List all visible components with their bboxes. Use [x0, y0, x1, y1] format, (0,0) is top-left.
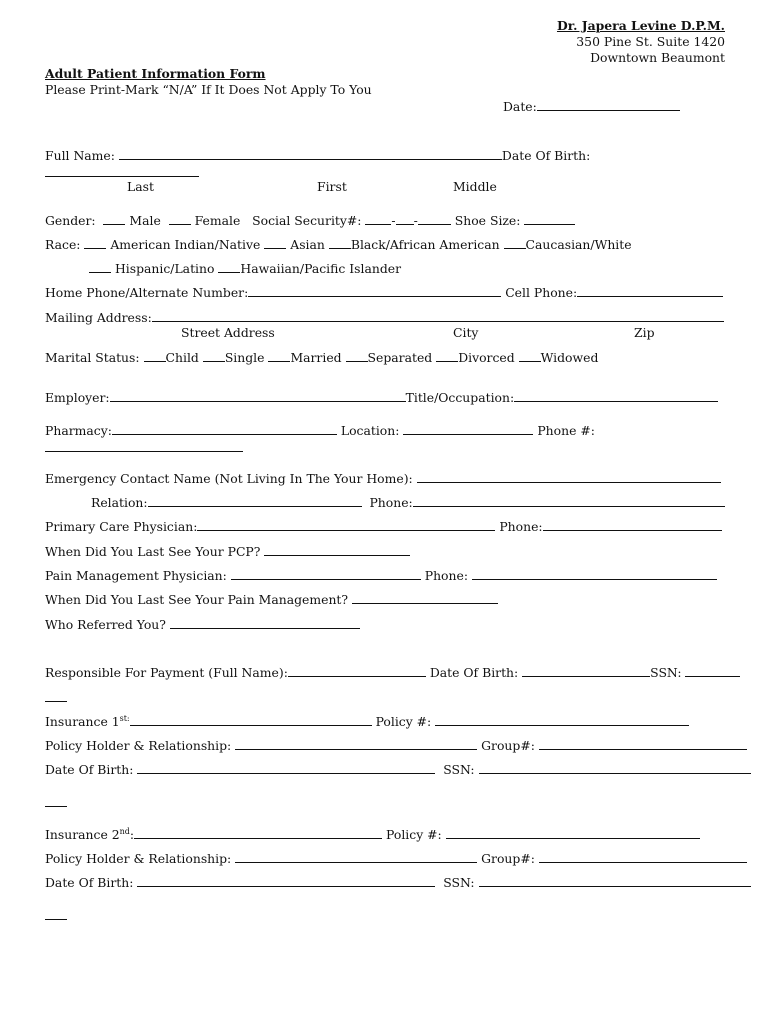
female-label: Female — [194, 213, 241, 228]
responsible-ssn-label: SSN: — [650, 665, 682, 680]
mailing-row — [45, 309, 724, 326]
pcp-phone-field[interactable] — [543, 518, 722, 531]
insured2-dob-label: Date Of Birth: — [45, 875, 134, 890]
marital-option: Separated — [367, 350, 433, 365]
insurance2-row — [45, 826, 700, 843]
male-label: Male — [129, 213, 161, 228]
insurance2-sup: nd — [119, 826, 130, 836]
insurance1-field[interactable] — [130, 713, 372, 726]
race-option: Hispanic/Latino — [114, 261, 215, 276]
title-field[interactable] — [514, 389, 718, 402]
pharmacy-label: Pharmacy: — [45, 423, 112, 438]
holder2-field[interactable] — [235, 850, 477, 863]
insured1-dob-label: Date Of Birth: — [45, 762, 134, 777]
pharmacy-phone-field[interactable] — [45, 451, 243, 452]
marital-label: Marital Status: — [45, 350, 140, 365]
full-name-label: Full Name: — [45, 148, 115, 163]
responsible-ssn-continued[interactable] — [45, 701, 67, 702]
insured1-ssn-field[interactable] — [479, 761, 751, 774]
ssn-part-1[interactable] — [365, 212, 391, 225]
female-check[interactable] — [169, 212, 191, 225]
holder1-row — [45, 737, 747, 754]
race-option: Black/African American — [350, 237, 500, 252]
marital-row — [45, 349, 598, 366]
pain-label: Pain Management Physician: — [45, 568, 227, 583]
dob-label: Date Of Birth: — [501, 148, 591, 163]
race-option: Hawaiian/Pacific Islander — [240, 261, 402, 276]
group2-field[interactable] — [539, 850, 747, 863]
referred-label: Who Referred You? — [45, 617, 166, 632]
holder2-row — [45, 850, 747, 867]
home-phone-field[interactable] — [248, 284, 501, 297]
race-option: American Indian/Native — [110, 237, 261, 252]
insured2-dob-field[interactable] — [137, 874, 435, 887]
pharmacy-phone-label: Phone #: — [537, 423, 595, 438]
marital-option: Married — [290, 350, 342, 365]
policy2-field[interactable] — [446, 826, 700, 839]
emergency-row — [45, 470, 721, 487]
full-name-field[interactable] — [119, 147, 502, 160]
insured1-dob-row — [45, 761, 751, 778]
shoe-size-field[interactable] — [524, 212, 575, 225]
marital-option: Single — [224, 350, 265, 365]
form-instruction: Please Print-Mark “N/A” If It Does Not Apply To You — [45, 82, 372, 97]
pain-row — [45, 567, 717, 584]
insurance1-label: Insurance 1 — [45, 714, 120, 729]
pcp-last-row — [45, 543, 410, 560]
pcp-label: Primary Care Physician: — [45, 519, 198, 534]
address-line-1: 350 Pine St. Suite 1420 — [576, 34, 725, 49]
insured2-dob-row — [45, 874, 751, 891]
responsible-label: Responsible For Payment (Full Name): — [45, 665, 288, 680]
pain-last-label: When Did You Last See Your Pain Management? — [45, 592, 349, 607]
phone-row — [45, 284, 723, 301]
pcp-last-field[interactable] — [264, 543, 410, 556]
race-check[interactable] — [218, 260, 240, 273]
marital-check[interactable] — [346, 349, 368, 362]
referred-row — [45, 616, 360, 633]
ssn-label: Social Security#: — [252, 213, 362, 228]
full-name-row — [45, 147, 590, 164]
pain-last-row — [45, 591, 498, 608]
race-check[interactable] — [264, 236, 286, 249]
pharmacy-field[interactable] — [112, 422, 337, 435]
policy2-label: Policy #: — [386, 827, 442, 842]
emergency-label: Emergency Contact Name (Not Living In The Your Home): — [45, 471, 413, 486]
insured2-ssn-field[interactable] — [479, 874, 751, 887]
employer-label: Employer: — [45, 390, 110, 405]
male-check[interactable] — [103, 212, 125, 225]
location-label: Location: — [340, 423, 400, 438]
emergency-phone-field[interactable] — [413, 494, 725, 507]
title-label: Title/Occupation: — [405, 390, 515, 405]
insured1-dob-field[interactable] — [137, 761, 435, 774]
relation-label: Relation: — [91, 495, 148, 510]
addr-city-caption: City — [453, 325, 479, 340]
policy1-label: Policy #: — [375, 714, 432, 729]
race-row-2 — [89, 260, 401, 277]
employer-field[interactable] — [110, 389, 406, 402]
cell-phone-label: Cell Phone: — [505, 285, 578, 300]
pharmacy-row — [45, 422, 595, 439]
group1-label: Group#: — [481, 738, 535, 753]
date-row — [503, 98, 680, 115]
insurance1-row — [45, 713, 689, 730]
race-row-1 — [45, 236, 632, 253]
cell-phone-field[interactable] — [577, 284, 723, 297]
insured2-ssn-label: SSN: — [443, 875, 475, 890]
race-option: Caucasian/White — [525, 237, 632, 252]
mailing-label: Mailing Address: — [45, 310, 152, 325]
ssn-part-2[interactable] — [396, 212, 414, 225]
doctor-name: Dr. Japera Levine D.P.M. — [556, 18, 725, 33]
marital-option: Widowed — [540, 350, 599, 365]
insured1-ssn-continued[interactable] — [45, 806, 67, 807]
race-check[interactable] — [504, 236, 526, 249]
date-field[interactable] — [537, 98, 680, 111]
insured1-ssn-label: SSN: — [443, 762, 475, 777]
relation-field[interactable] — [148, 494, 362, 507]
race-check[interactable] — [329, 236, 351, 249]
holder1-label: Policy Holder & Relationship: — [45, 738, 232, 753]
marital-check[interactable] — [268, 349, 290, 362]
ssn-part-3[interactable] — [418, 212, 451, 225]
addr-street-caption: Street Address — [181, 325, 275, 340]
referred-field[interactable] — [170, 616, 360, 629]
pain-field[interactable] — [231, 567, 421, 580]
name-first-caption: First — [317, 179, 347, 194]
holder2-label: Policy Holder & Relationship: — [45, 851, 232, 866]
holder1-field[interactable] — [235, 737, 477, 750]
responsible-ssn-field[interactable] — [685, 664, 740, 677]
policy1-field[interactable] — [435, 713, 689, 726]
group2-label: Group#: — [481, 851, 535, 866]
marital-option: Child — [165, 350, 199, 365]
insured2-ssn-continued[interactable] — [45, 919, 67, 920]
responsible-dob-field[interactable] — [522, 664, 650, 677]
employer-row — [45, 389, 718, 406]
pain-last-field[interactable] — [352, 591, 498, 604]
emergency-phone-label: Phone: — [369, 495, 413, 510]
pcp-last-label: When Did You Last See Your PCP? — [45, 544, 261, 559]
responsible-dob-label: Date Of Birth: — [429, 665, 519, 680]
pain-phone-field[interactable] — [472, 567, 717, 580]
emergency-field[interactable] — [417, 470, 721, 483]
name-middle-caption: Middle — [453, 179, 497, 194]
pcp-row — [45, 518, 722, 535]
dob-field[interactable] — [45, 176, 199, 177]
responsible-field[interactable] — [288, 664, 426, 677]
race-check[interactable] — [89, 260, 111, 273]
name-last-caption: Last — [127, 179, 154, 194]
group1-field[interactable] — [539, 737, 747, 750]
race-check[interactable] — [84, 236, 106, 249]
pain-phone-label: Phone: — [424, 568, 468, 583]
shoe-size-label: Shoe Size: — [454, 213, 521, 228]
responsible-row — [45, 664, 740, 681]
location-field[interactable] — [403, 422, 533, 435]
marital-check[interactable] — [436, 349, 458, 362]
marital-check[interactable] — [203, 349, 225, 362]
insurance1-sup: st: — [119, 713, 130, 723]
form-title: Adult Patient Information Form — [45, 66, 266, 81]
insurance2-label: Insurance 2 — [45, 827, 120, 842]
addr-zip-caption: Zip — [634, 325, 655, 340]
race-option: Asian — [290, 237, 325, 252]
address-line-2: Downtown Beaumont — [590, 50, 725, 65]
gender-row: Gender: Male Female Social Security#: - - Shoe Size: — [45, 212, 575, 229]
home-phone-label: Home Phone/Alternate Number: — [45, 285, 249, 300]
insurance2-field[interactable] — [134, 826, 382, 839]
marital-check[interactable] — [519, 349, 541, 362]
race-label: Race: — [45, 237, 81, 252]
insurance2-colon: : — [129, 827, 135, 842]
mailing-field[interactable] — [152, 309, 724, 322]
date-label: Date: — [503, 99, 537, 114]
marital-option: Divorced — [458, 350, 515, 365]
relation-row — [91, 494, 725, 511]
pcp-phone-label: Phone: — [499, 519, 543, 534]
marital-check[interactable] — [144, 349, 166, 362]
gender-label: Gender: — [45, 213, 96, 228]
pcp-field[interactable] — [197, 518, 495, 531]
